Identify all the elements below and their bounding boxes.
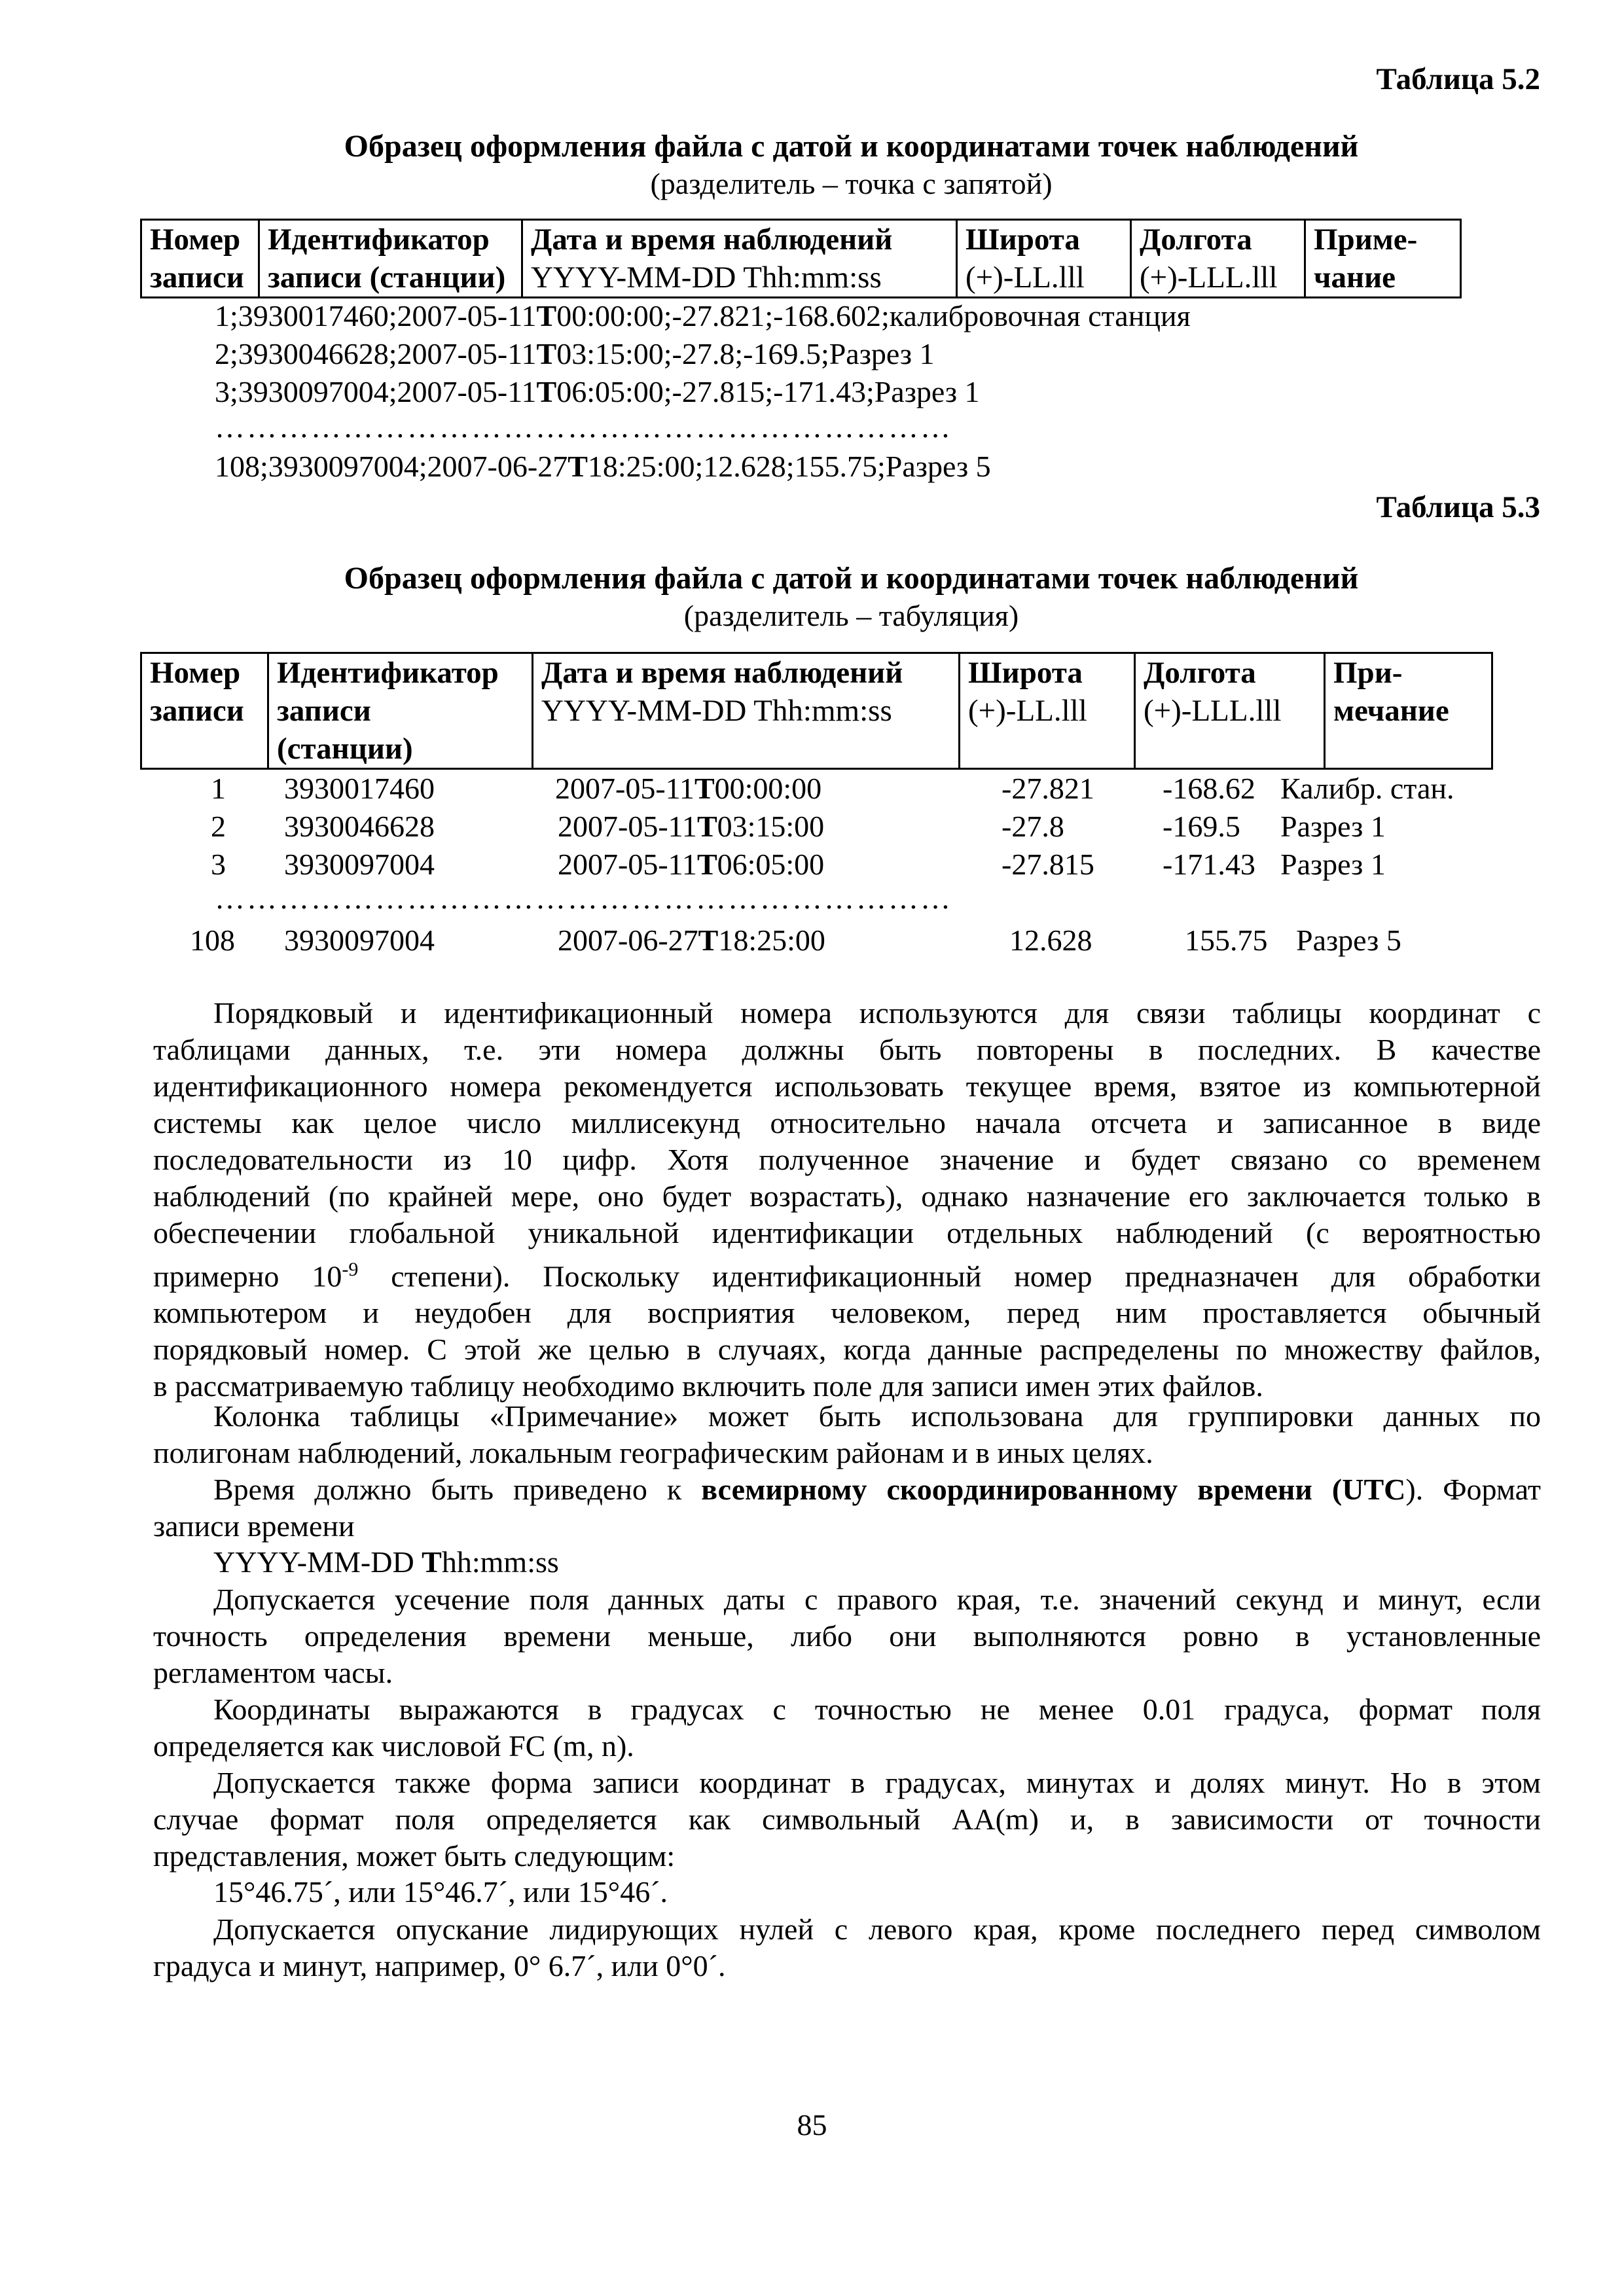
- csv-line: 1;3930017460;2007-05-11T00:00:00;-27.821;-168.602;калибровочная станция: [215, 299, 1191, 332]
- cell-id: 3930097004: [284, 848, 435, 881]
- col-identifier: Идентификатор записи (станции): [268, 653, 533, 769]
- col-latitude: Широта (+)-LL.lll: [960, 653, 1135, 769]
- col-datetime: Дата и время наблюдений YYYY-MM-DD Thh:mm:ss: [522, 220, 957, 298]
- col-note: При- мечание: [1325, 653, 1492, 769]
- cell-datetime: 2007-05-11T06:05:00: [558, 848, 825, 881]
- table-5-2-subtitle: (разделитель – точка с запятой): [650, 167, 1053, 200]
- cell-id: 3930046628: [284, 810, 435, 843]
- table-5-3-number: Таблица 5.3: [1376, 490, 1540, 524]
- cell-n: 108: [190, 924, 235, 957]
- cell-note: Разрез 1: [1280, 848, 1386, 881]
- cell-lon: -168.62: [1163, 772, 1255, 805]
- paragraph-leading-zeros: Допускается опускание лидирующих нулей с левого края, кроме последнего перед символом градуса и минут, например, 0° 6.7´, или 0°0´.: [153, 1912, 1541, 1982]
- table-5-2-header: [140, 219, 1462, 298]
- cell-lat: -27.821: [1001, 772, 1094, 805]
- table-5-3-header: [140, 652, 1493, 770]
- cell-datetime: 2007-06-27T18:25:00: [558, 924, 825, 957]
- cell-lat: 12.628: [1009, 924, 1092, 957]
- cell-lon: 155.75: [1185, 924, 1268, 957]
- table-row: [0, 847, 1624, 884]
- ellipsis-line: ……………………………………………………………: [215, 882, 952, 915]
- cell-lon: -171.43: [1163, 848, 1255, 881]
- cell-id: 3930097004: [284, 924, 435, 957]
- col-note: Приме- чание: [1305, 220, 1461, 298]
- col-identifier: Идентификатор записи (станции): [259, 220, 522, 298]
- ellipsis-line: ……………………………………………………………: [215, 410, 952, 444]
- table-5-2-title: Образец оформления файла с датой и координатами точек наблюдений: [344, 129, 1359, 164]
- page-number: 85: [797, 2108, 827, 2142]
- cell-note: Разрез 1: [1280, 810, 1386, 843]
- cell-n: 3: [211, 848, 226, 881]
- col-latitude: Широта (+)-LL.lll: [957, 220, 1131, 298]
- table-row: [0, 923, 1624, 960]
- col-datetime: Дата и время наблюдений YYYY-MM-DD Thh:mm:ss: [533, 653, 960, 769]
- cell-datetime: 2007-05-11T03:15:00: [558, 810, 825, 843]
- cell-datetime: 2007-05-11T00:00:00: [555, 772, 822, 805]
- col-longitude: Долгота (+)-LLL.lll: [1135, 653, 1325, 769]
- paragraph-coordinates: Координаты выражаются в градусах с точностью не менее 0.01 градуса, формат поля определяется как числовой FC (m, n).: [153, 1693, 1541, 1763]
- paragraph-degree-format: Допускается также форма записи координат в градусах, минутах и долях минут. Но в этом случае формат поля определяется как символьный AA(m) и, в зависимости от точности представления, может быть следующим:: [153, 1766, 1541, 1873]
- cell-lat: -27.8: [1001, 810, 1064, 843]
- csv-line: 108;3930097004;2007-06-27T18:25:00;12.628;155.75;Разрез 5: [215, 450, 991, 483]
- cell-note: Разрез 5: [1296, 924, 1401, 957]
- cell-lon: -169.5: [1163, 810, 1240, 843]
- table-5-3-title: Образец оформления файла с датой и координатами точек наблюдений: [344, 561, 1359, 596]
- time-format-line: YYYY-MM-DD Thh:mm:ss: [213, 1545, 559, 1579]
- table-5-2-number: Таблица 5.2: [1376, 62, 1540, 96]
- cell-n: 1: [211, 772, 226, 805]
- table-row: [0, 809, 1624, 846]
- csv-line: 2;3930046628;2007-05-11T03:15:00;-27.8;-169.5;Разрез 1: [215, 337, 935, 370]
- table-row: [0, 771, 1624, 808]
- table-5-3-subtitle: (разделитель – табуляция): [683, 599, 1019, 632]
- col-record-number: Номер записи: [141, 653, 268, 769]
- csv-line: 3;3930097004;2007-05-11T06:05:00;-27.815;-171.43;Разрез 1: [215, 375, 980, 408]
- col-longitude: Долгота (+)-LLL.lll: [1131, 220, 1305, 298]
- cell-note: Калибр. стан.: [1280, 772, 1454, 805]
- paragraph-identifiers: Порядковый и идентификационный номера используются для связи таблицы координат с таблицами данных, т.е. эти номера должны быть повторены в последних. В качестве идентификационного номера рекомендуется использовать текущее время, взятое из компьютерной системы как целое число миллисекунд относительно начала отсчета и записанное в виде последовательности из 10 цифр. Хотя полученное значение и будет связано со временем наблюдений (по крайней мере, оно будет возрастать), однако назначение его заключается только в обеспечении глобальной уникальной идентификации отдельных наблюдений (с вероятностью примерно $10^{-9}$ степени). Поскольку идентификационный номер предназначен для обработки компьютером и неудобен для восприятия человеком, перед ним проставляется обычный порядковый номер. С этой же целью в случаях, когда данные распределены по множеству файлов, в рассматриваемую таблицу необходимо включить поле для записи имен этих файлов.: [153, 996, 1541, 1403]
- paragraph-truncation: Допускается усечение поля данных даты с правого края, т.е. значений секунд и минут, если точность определения времени меньше, либо они выполняются ровно в установленные регламентом часы.: [153, 1583, 1541, 1689]
- paragraph-note-column: Колонка таблицы «Примечание» может быть использована для группировки данных по полигонам наблюдений, локальным географическим районам и в иных целях.: [153, 1399, 1541, 1469]
- cell-lat: -27.815: [1001, 848, 1094, 881]
- cell-n: 2: [211, 810, 226, 843]
- paragraph-utc: Время должно быть приведено к всемирному скоординированному времени (UTC). Формат записи времени: [153, 1473, 1541, 1543]
- col-record-number: Номер записи: [141, 220, 259, 298]
- degree-example-line: 15°46.75´, или 15°46.7´, или 15°46´.: [213, 1875, 668, 1909]
- cell-id: 3930017460: [284, 772, 435, 805]
